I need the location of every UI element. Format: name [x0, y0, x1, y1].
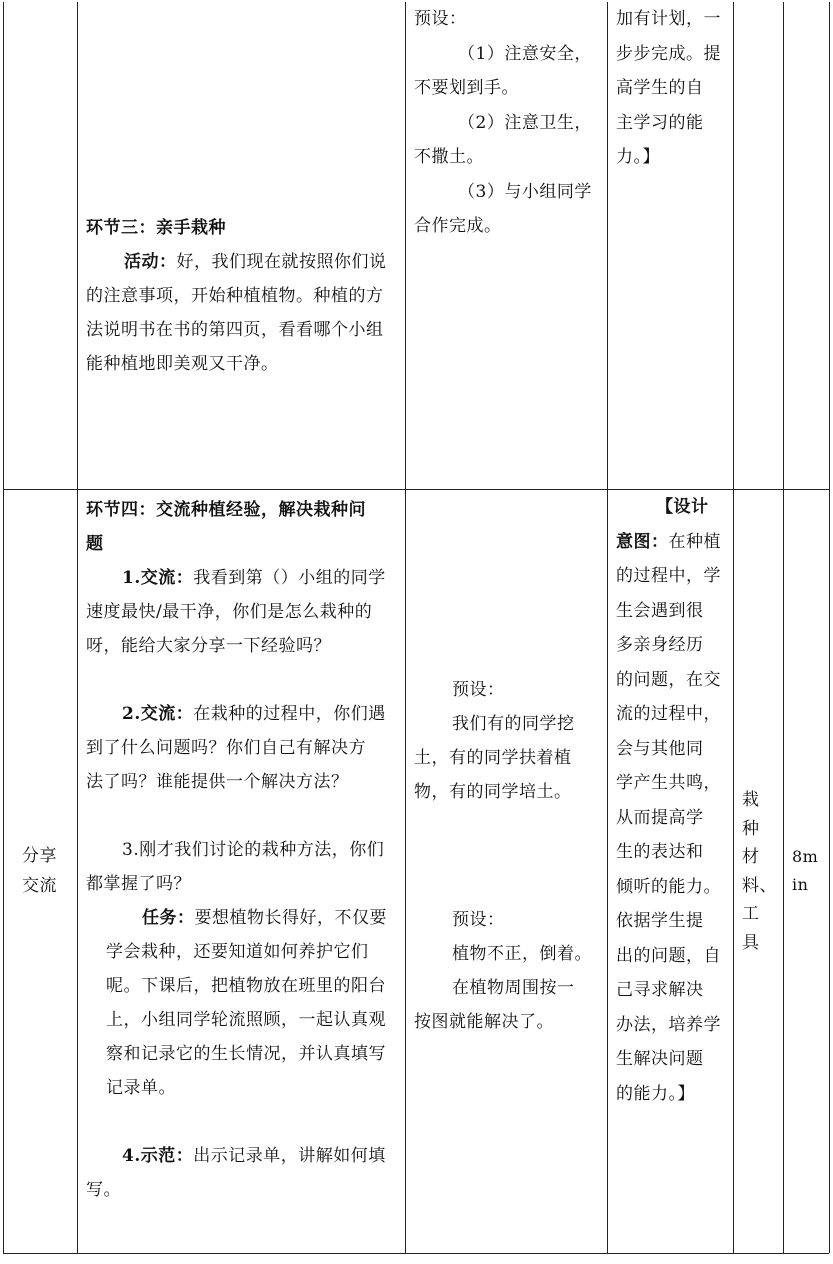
- exchange-line: 到了什么问题吗？你们自己有解决方: [86, 738, 366, 758]
- stage-line: 交流: [22, 876, 57, 896]
- activity-line: 的注意事项，开始种植植物。种植的方: [86, 286, 384, 306]
- materials-char: 种: [742, 818, 760, 839]
- section-heading: 环节四：交流种植经验，解决栽种问: [86, 500, 366, 520]
- column-divider-4: [733, 2, 734, 1253]
- exchange-line: 我看到第（）小组的同学: [193, 568, 386, 588]
- task-line: 上，小组同学轮流照顾，一起认真观: [106, 1010, 386, 1030]
- exchange-label: 1.交流：: [122, 568, 194, 588]
- demo-line: 出示记录单，讲解如何填: [193, 1146, 386, 1166]
- intent-line: 意图：在种植: [616, 531, 721, 552]
- intent-line: 的过程中，学: [616, 566, 721, 586]
- intent-line: 出的问题，自: [616, 945, 721, 966]
- preset-item: （1）注意安全，: [458, 43, 592, 64]
- materials-char: 料、: [742, 875, 777, 896]
- intent-line: 己寻求解决: [616, 980, 704, 1000]
- section-heading: 环节三：亲手栽种: [86, 218, 226, 238]
- time-line: 8m: [792, 847, 819, 866]
- intent-line: 主学习的能: [616, 112, 704, 133]
- demo-line: 写。: [86, 1180, 121, 1200]
- materials-char: 具: [742, 932, 760, 953]
- materials-cell: [742, 786, 777, 957]
- preset-line: 按图就能解决了。: [414, 1012, 554, 1032]
- preset-line: 在植物周围按一: [452, 978, 575, 998]
- activity-line: 好，我们现在就按照你们说: [176, 252, 387, 272]
- column-divider-1: [77, 2, 78, 1253]
- exchange-line: 速度最快/最干净，你们是怎么栽种的: [86, 602, 373, 622]
- materials-char: 工: [742, 904, 760, 924]
- preset-item-cont: 合作完成。: [414, 216, 502, 236]
- discussion-line: 3.刚才我们讨论的栽种方法，你们: [122, 840, 385, 860]
- row2-student-preset-1: [414, 673, 575, 809]
- intent-line: 高学生的自: [616, 78, 704, 98]
- intent-line: 学产生共鸣，: [616, 773, 721, 793]
- activity-label: 活动：: [124, 252, 177, 272]
- exchange-line: 法了吗？谁能提供一个解决方法？: [86, 772, 349, 792]
- intent-line: 办法，培养学: [616, 1014, 721, 1035]
- intent-line: 生的表达和: [616, 842, 704, 862]
- exchange-line: 呀，能给大家分享一下经验吗？: [86, 636, 331, 656]
- preset-item: （2）注意卫生，: [458, 112, 592, 133]
- preset-item-cont: 不要划到手。: [414, 78, 519, 98]
- demo-label: 4.示范：: [122, 1146, 194, 1166]
- stage-line: 分享: [22, 846, 57, 866]
- intent-line: 倾听的能力。: [616, 876, 721, 897]
- task-label: 任务：: [142, 908, 195, 928]
- column-divider-5: [783, 2, 784, 1253]
- exchange-line: 在栽种的过程中，你们遇: [193, 704, 386, 724]
- activity-line: 能种植地即美观又干净。: [86, 354, 279, 374]
- row1-student-cell: [414, 2, 592, 244]
- preset-label: 预设：: [452, 910, 505, 930]
- activity-line: 法说明书在书的第四页，看看哪个小组: [86, 320, 384, 340]
- intent-line: 生会遇到很: [616, 600, 704, 621]
- row2-student-preset-2: [414, 903, 592, 1039]
- table-left-border: [3, 2, 4, 1253]
- intent-line: 从而提高学: [616, 807, 704, 828]
- preset-line: 我们有的同学挖: [452, 714, 575, 734]
- row2-intent-cell: [616, 490, 721, 1111]
- exchange-label: 2.交流：: [122, 704, 194, 724]
- intent-line: 流的过程中，: [616, 704, 721, 724]
- task-line: 学会栽种，还要知道如何养护它们: [106, 942, 369, 962]
- intent-line: 多亲身经历: [616, 635, 704, 655]
- intent-line: 力。】: [616, 147, 660, 167]
- row2-activity-cell: [86, 493, 387, 1207]
- table-right-border: [829, 2, 830, 1253]
- column-divider-2: [405, 2, 406, 1253]
- materials-char: 栽: [742, 790, 760, 810]
- preset-item-cont: 不撒土。: [414, 147, 484, 167]
- intent-line: 的能力。】: [616, 1083, 695, 1104]
- table-bottom-border: [3, 1253, 829, 1254]
- intent-line: 步步完成。提: [616, 43, 721, 64]
- intent-line: 加有计划，一: [616, 9, 721, 29]
- section-heading: 题: [86, 534, 104, 554]
- row1-intent-cell: [616, 2, 721, 175]
- preset-line: 土，有的同学扶着植: [414, 748, 572, 768]
- preset-label: 预设：: [452, 680, 505, 700]
- intent-line: 依据学生提: [616, 911, 704, 931]
- task-line: 呢。下课后，把植物放在班里的阳台: [106, 976, 386, 996]
- preset-line: 植物不正，倒着。: [452, 944, 592, 964]
- intent-line: 生解决问题: [616, 1049, 704, 1069]
- column-divider-3: [607, 2, 608, 1253]
- activity-paragraph: [86, 245, 387, 381]
- task-line: 要想植物长得好，不仅要: [194, 908, 387, 928]
- task-line: 记录单。: [106, 1078, 176, 1098]
- preset-label: 预设：: [414, 9, 467, 29]
- task-line: 察和记录它的生长情况，并认真填写: [106, 1044, 386, 1064]
- preset-item: （3）与小组同学: [458, 181, 592, 202]
- time-line: in: [792, 875, 809, 894]
- discussion-line: 都掌握了吗？: [86, 874, 191, 894]
- stage-label: [22, 841, 57, 901]
- intent-line: 的问题，在交: [616, 669, 721, 690]
- intent-line: 会与其他同: [616, 738, 704, 759]
- preset-line: 物，有的同学培土。: [414, 782, 572, 802]
- materials-char: 材: [742, 847, 760, 867]
- intent-line-text: 在种植: [668, 531, 721, 552]
- time-cell: [792, 843, 818, 899]
- intent-heading: 【设计: [656, 497, 709, 517]
